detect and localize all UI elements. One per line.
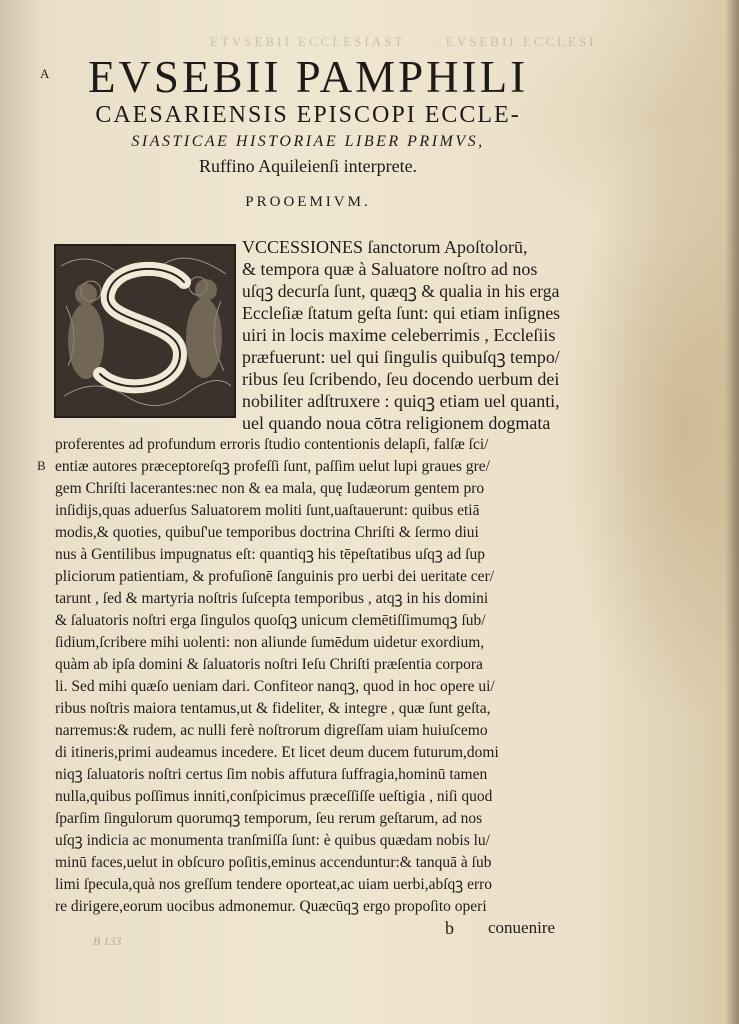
body-line: VCCESSIONES ſanctorum Apoſtolorū, (242, 237, 528, 257)
body-line: quàm ab ipſa domini & ſaluatoris noſtri Ieſu Chriſti præſentia corpora (55, 656, 483, 673)
margin-mark-a: A (40, 66, 50, 81)
body-line: narremus:& rudem, ac nulli ferè noſtrorum digreſſam uiam huiuſcemo (55, 722, 488, 739)
body-line: nobiliter adſtruxere : quiqꝫ etiam uel quanti, (242, 391, 560, 411)
body-line: nulla,quibus poſſimus inniti,conſpicimus præceſſiſſe ueſtigia , niſi quod (55, 788, 493, 805)
body-line: uiri in locis maxime celeberrimis , Eccleſiis (242, 325, 556, 345)
woodcut-initial (54, 244, 236, 418)
body-line: ribus ſeu ſcribendo, ſeu docendo uerbum dei (242, 369, 560, 389)
body-line: ſidium,ſcribere mihi uolenti: non aliunde ſumēdum uidetur exordium, (55, 634, 485, 651)
body-line: ribus noſtris maiora tentamus,ut & fideliter, & integre , quæ ſunt geſta, (55, 700, 491, 717)
title-line-2: CAESARIENSIS EPISCOPI ECCLE- (95, 102, 521, 128)
show-through-text: ETVSEBII ECCLESIAST · ·· EVSEBII ECCLESI (210, 34, 597, 49)
section-heading: PROOEMIVM. (245, 194, 371, 210)
body-line: pliciorum patientiam, & profuſionē ſanguinis pro uerbi dei ueritate cer/ (55, 568, 495, 585)
title-line-1: EVSEBII PAMPHILI (87, 52, 529, 102)
body-line: entiæ autores præceptoreſqꝫ profeſſi ſunt, paſſim uelut lupi graues gre/ (55, 458, 490, 475)
body-line: li. Sed mihi quæſo ueniam dari. Confiteor nanqꝫ, quod in hoc opere ui/ (55, 678, 495, 695)
body-line: uel quando noua cōtra religionem dogmata (242, 413, 551, 433)
body-line: minū faces,uelut in obſcuro poſitis,eminus accenduntur:& tanquā à ſub (55, 854, 492, 871)
pencil-annotation: B 133 (93, 934, 122, 948)
body-line: modis,& quoties, quibuſ'ue temporibus doctrina Chriſti & ſermo diui (55, 524, 479, 541)
body-line: inſidijs,quas aduerſus Saluatorem moliti ſunt,uaſtauerunt: quibus etiā (55, 502, 480, 519)
body-line: & tempora quæ à Saluatore noſtro ad nos (242, 259, 538, 279)
woodcut-initial-image (56, 246, 234, 416)
body-line: gem Chriſti lacerantes:nec non & ea mala, quę Iudæorum gentem pro (55, 480, 485, 497)
title-line-4: Ruffino Aquileienſi interprete. (198, 156, 418, 176)
body-line: limi ſpecula,quà nos greſſum tendere oporteat,ac uiam uerbi,abſqꝫ erro (55, 876, 493, 893)
body-line: proferentes ad profundum erroris ſtudio contentionis delapſi, falſæ ſci/ (55, 436, 489, 453)
body-line: nus à Gentilibus impugnatus eſt: quantiqꝫ his tēpeſtatibus uſqꝫ ad ſup (55, 546, 485, 563)
catchword: conuenire (488, 918, 556, 937)
body-line: tarunt , ſed & martyria noſtris ſuſcepta temporibus , atqꝫ in his domini (55, 590, 489, 607)
body-line: uſqꝫ indicia ac monumenta tranſmiſſa ſunt: è quibus quædam nobis lu/ (55, 832, 490, 849)
page-edge-shadow (725, 0, 739, 1024)
margin-mark-b: B (37, 458, 46, 473)
body-line: di itineris,primi audeamus incedere. Et licet deum ducem futurum,domi (55, 744, 499, 761)
title-line-3: SIASTICAE HISTORIAE LIBER PRIMVS, (131, 133, 485, 150)
body-line: uſqꝫ decurſa ſunt, quæqꝫ & qualia in his erga (242, 281, 560, 301)
body-line: niqꝫ ſaluatoris noſtri certus ſim nobis affutura ſuffragia,hominū tamen (55, 766, 488, 783)
body-line: Eccleſiæ ſtatum geſta ſunt: qui etiam inſignes (242, 303, 561, 323)
body-line: præfuerunt: uel qui ſingulis quibuſqꝫ tempo/ (242, 347, 560, 367)
body-line: re dirigere,eorum uocibus admonemur. Quæcūqꝫ ergo propoſito operi (55, 898, 487, 915)
body-line: ſparſim ſingulorum quorumqꝫ temporum, ſeu rerum geſtarum, ad nos (55, 810, 483, 827)
body-line: & ſaluatoris noſtri erga ſingulos quoſqꝫ unicum clemētiſſimumqꝫ ſub/ (55, 612, 486, 629)
signature-mark: b (445, 918, 454, 938)
